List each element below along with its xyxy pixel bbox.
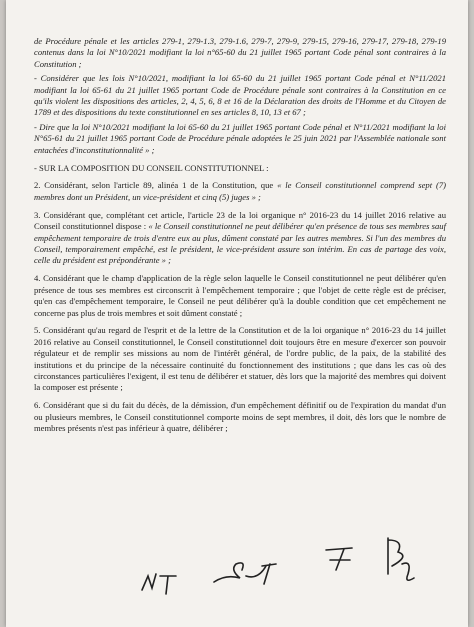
document-page [6,0,468,627]
section-heading: - SUR LA COMPOSITION DU CONSEIL CONSTITUTIONNEL : [34,162,269,173]
considerant-4: 4. Considérant que le champ d'application de la règle selon laquelle le Conseil constitutionnel ne peut délibérer qu'en présence de tous ses membres est circonscrit à l'empêchement temporaire ; que l'objet de cette règle est de préciser, qu'en cas d'empêchement temporaire, le Conseil ne peut délibérer qu'à la double condition que cet empêchement ne concerne pas plus de trois membres et soit dûment constaté ; [34,273,446,318]
considerant-6: 6. Considérant que si du fait du décès, de la démission, d'un empêchement définitif ou de l'expiration du mandat d'un ou plusieurs membres, le Conseil constitutionnel comporte moins de sept membres, il doit, dès lors que le nombre de membres présents n'est pas inférieur à quatre, délibérer ; [34,400,446,434]
paragraph-considerer: - Considérer que les lois N°10/2021, modifiant la loi 65-60 du 21 juillet 1965 portant Code pénal et N°11/2021 modifiant la loi 65-61 du 21 juillet 1965 portant Code de Procédure pénale sont contraires à la Constitution en ce qu'ils violent les dispositions des articles, 2, 4, 5, 6, 8 et 16 de la Déclaration des droits de l'Homme et du Citoyen de 1789 et des dispositions du texte constitutionnel en ses articles 8, 10, 13 et 67 ; [34,73,446,118]
considerant-3 [34,210,446,267]
signatures-area [6,528,468,608]
considerant-3-text: 3. Considérant que, complétant cet article, l'article 23 de la loi organique n° 2016-23 du 14 juillet 2016 relative au Conseil constitutionnel dispose : [34,209,446,232]
considerant-5: 5. Considérant qu'au regard de l'esprit et de la lettre de la Constitution et de la loi organique n° 2016-23 du 14 juillet 2016 relative au Conseil constitutionnel, le Conseil constitutionnel doit toujours être en mesure d'exercer son pouvoir régulateur et de remplir ses missions au nom de l'intérêt général, de l'ordre public, de la paix, de la stabilité des institutions et du principe de la nécessaire continuité du fonctionnement des institutions ; que dans les cas où des circonstances particulières l'exigent, il est tenu de délibérer et statuer, dès lors que la majorité des membres qui doivent la composer est présente ; [34,325,446,393]
paragraph-conclusions-cont: de Procédure pénale et les articles 279-1, 279-1.3, 279-1.6, 279-7, 279-9, 279-15, 279-16, 279-17, 279-18, 279-19 contenus dans la loi N°10/2021 modifiant la loi n°65-60 du 21 juillet 1965 portant Code pénal sont contraires à la Constitution ; [34,36,446,69]
paragraph-dire: - Dire que la loi N°10/2021 modifiant la loi 65-60 du 21 juillet 1965 portant Code pénal et N°11/2021 modifiant la loi N°65-61 du 21 juillet 1965 portant Code de Procédure pénale adoptées le 25 juin 2021 par l'Assemblée nationale sont entachées d'inconstitutionnalité » ; [34,121,446,155]
signature-initials-1 [136,568,186,598]
signature-initials-3 [318,542,362,576]
considerant-2-text: 2. Considérant, selon l'article 89, alinéa 1 de la Constitution, que [34,180,278,191]
signature-initials-4 [378,534,422,586]
considerant-3-quote: « le Conseil constitutionnel ne peut délibérer qu'en présence de tous ses membres sauf empêchement temporaire de trois d'entre eux au plus, dûment constaté par les autres membres. Si l'un des membres du Conseil, temporairement empêché, est le président, le vice-président assure son intérim. En cas de partage des voix, celle du président est prépondérante » ; [34,221,446,266]
considerant-2-quote: « le Conseil constitutionnel comprend sept (7) membres dont un Président, un vice-président et cinq (5) juges » ; [34,180,446,202]
considerant-2 [34,180,446,203]
signature-initials-2 [206,556,286,590]
document-body [34,36,446,441]
